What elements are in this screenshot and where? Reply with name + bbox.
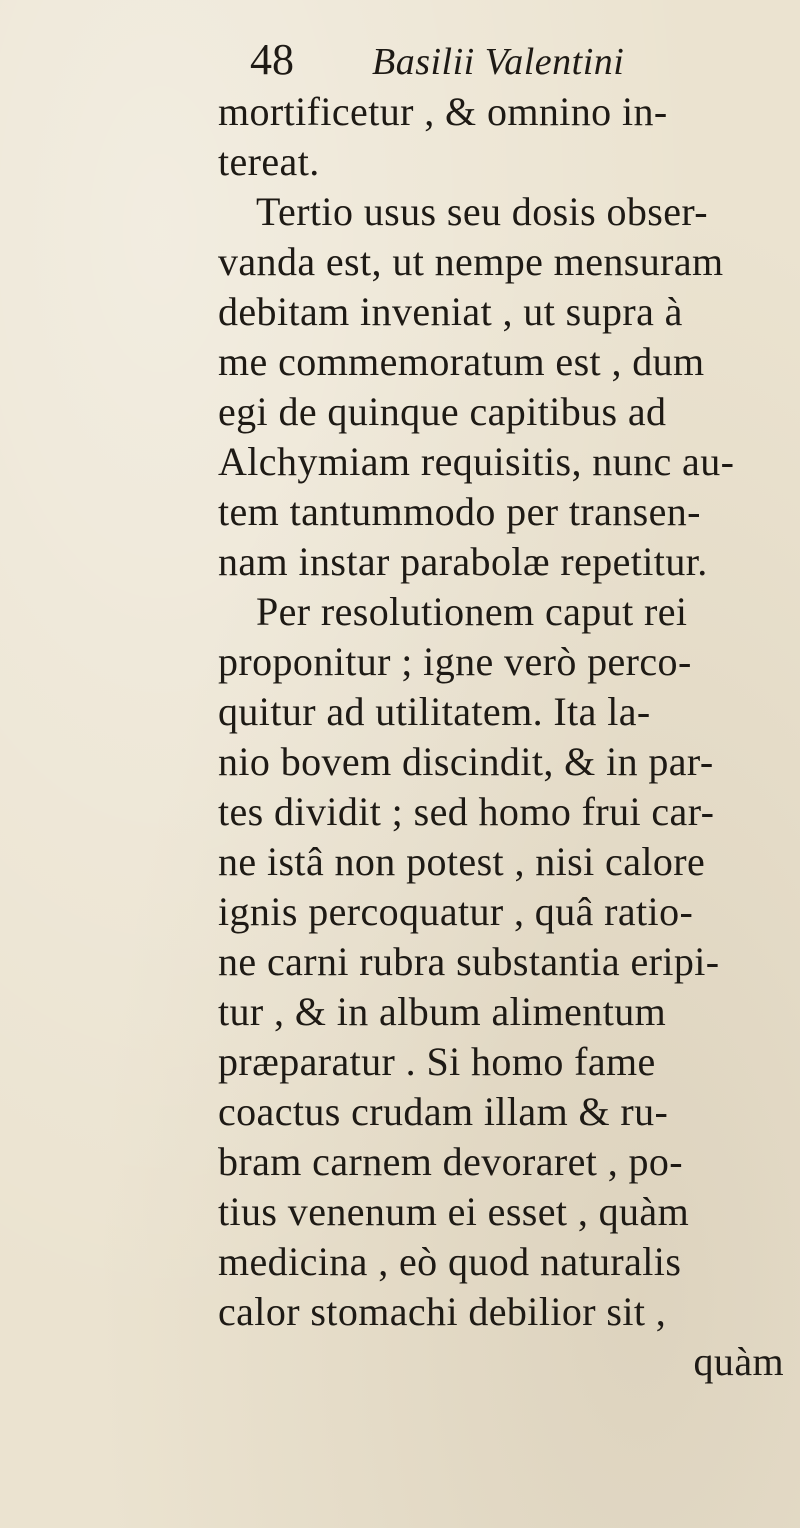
text-line: egi de quinque capitibus ad (218, 389, 667, 434)
text-line: tur , & in album alimentum (218, 989, 667, 1034)
text-line: bram carnem devoraret , po- (218, 1139, 684, 1184)
text-line: Per resolutionem caput rei (256, 589, 688, 634)
text-line: me commemoratum est , dum (218, 339, 705, 384)
text-line: tius venenum ei esset , quàm (218, 1189, 690, 1234)
text-line: ne istâ non potest , nisi calore (218, 839, 706, 884)
text-line: quitur ad utilitatem. Ita la- (218, 689, 651, 734)
text-line: vanda est, ut nempe mensuram (218, 239, 724, 284)
text-line: præparatur . Si homo fame (218, 1039, 656, 1084)
catchword: quàm (693, 1339, 784, 1384)
page-number: 48 (250, 35, 294, 84)
text-line: ne carni rubra substantia eripi- (218, 939, 720, 984)
text-line: tereat. (218, 139, 320, 184)
text-line: tem tantummodo per transen- (218, 489, 701, 534)
running-head: Basilii Valentini (372, 41, 625, 83)
text-line: Alchymiam requisitis, nunc au- (218, 439, 735, 484)
text-line: coactus crudam illam & ru- (218, 1089, 669, 1134)
body-text (218, 87, 784, 1387)
text-line: proponitur ; igne verò perco- (218, 639, 692, 684)
text-line: ignis percoquatur , quâ ratio- (218, 889, 694, 934)
text-line: calor stomachi debilior sit , (218, 1289, 667, 1334)
text-line: nio bovem discindit, & in par- (218, 739, 714, 784)
text-line: medicina , eò quod naturalis (218, 1239, 682, 1284)
text-line: debitam inveniat , ut supra à (218, 289, 683, 334)
text-line: mortificetur , & omnino in- (218, 89, 668, 134)
text-line: Tertio usus seu dosis obser- (256, 189, 709, 234)
page-header (250, 30, 624, 90)
text-line: nam instar parabolæ repetitur. (218, 539, 708, 584)
text-line: tes dividit ; sed homo frui car- (218, 789, 715, 834)
